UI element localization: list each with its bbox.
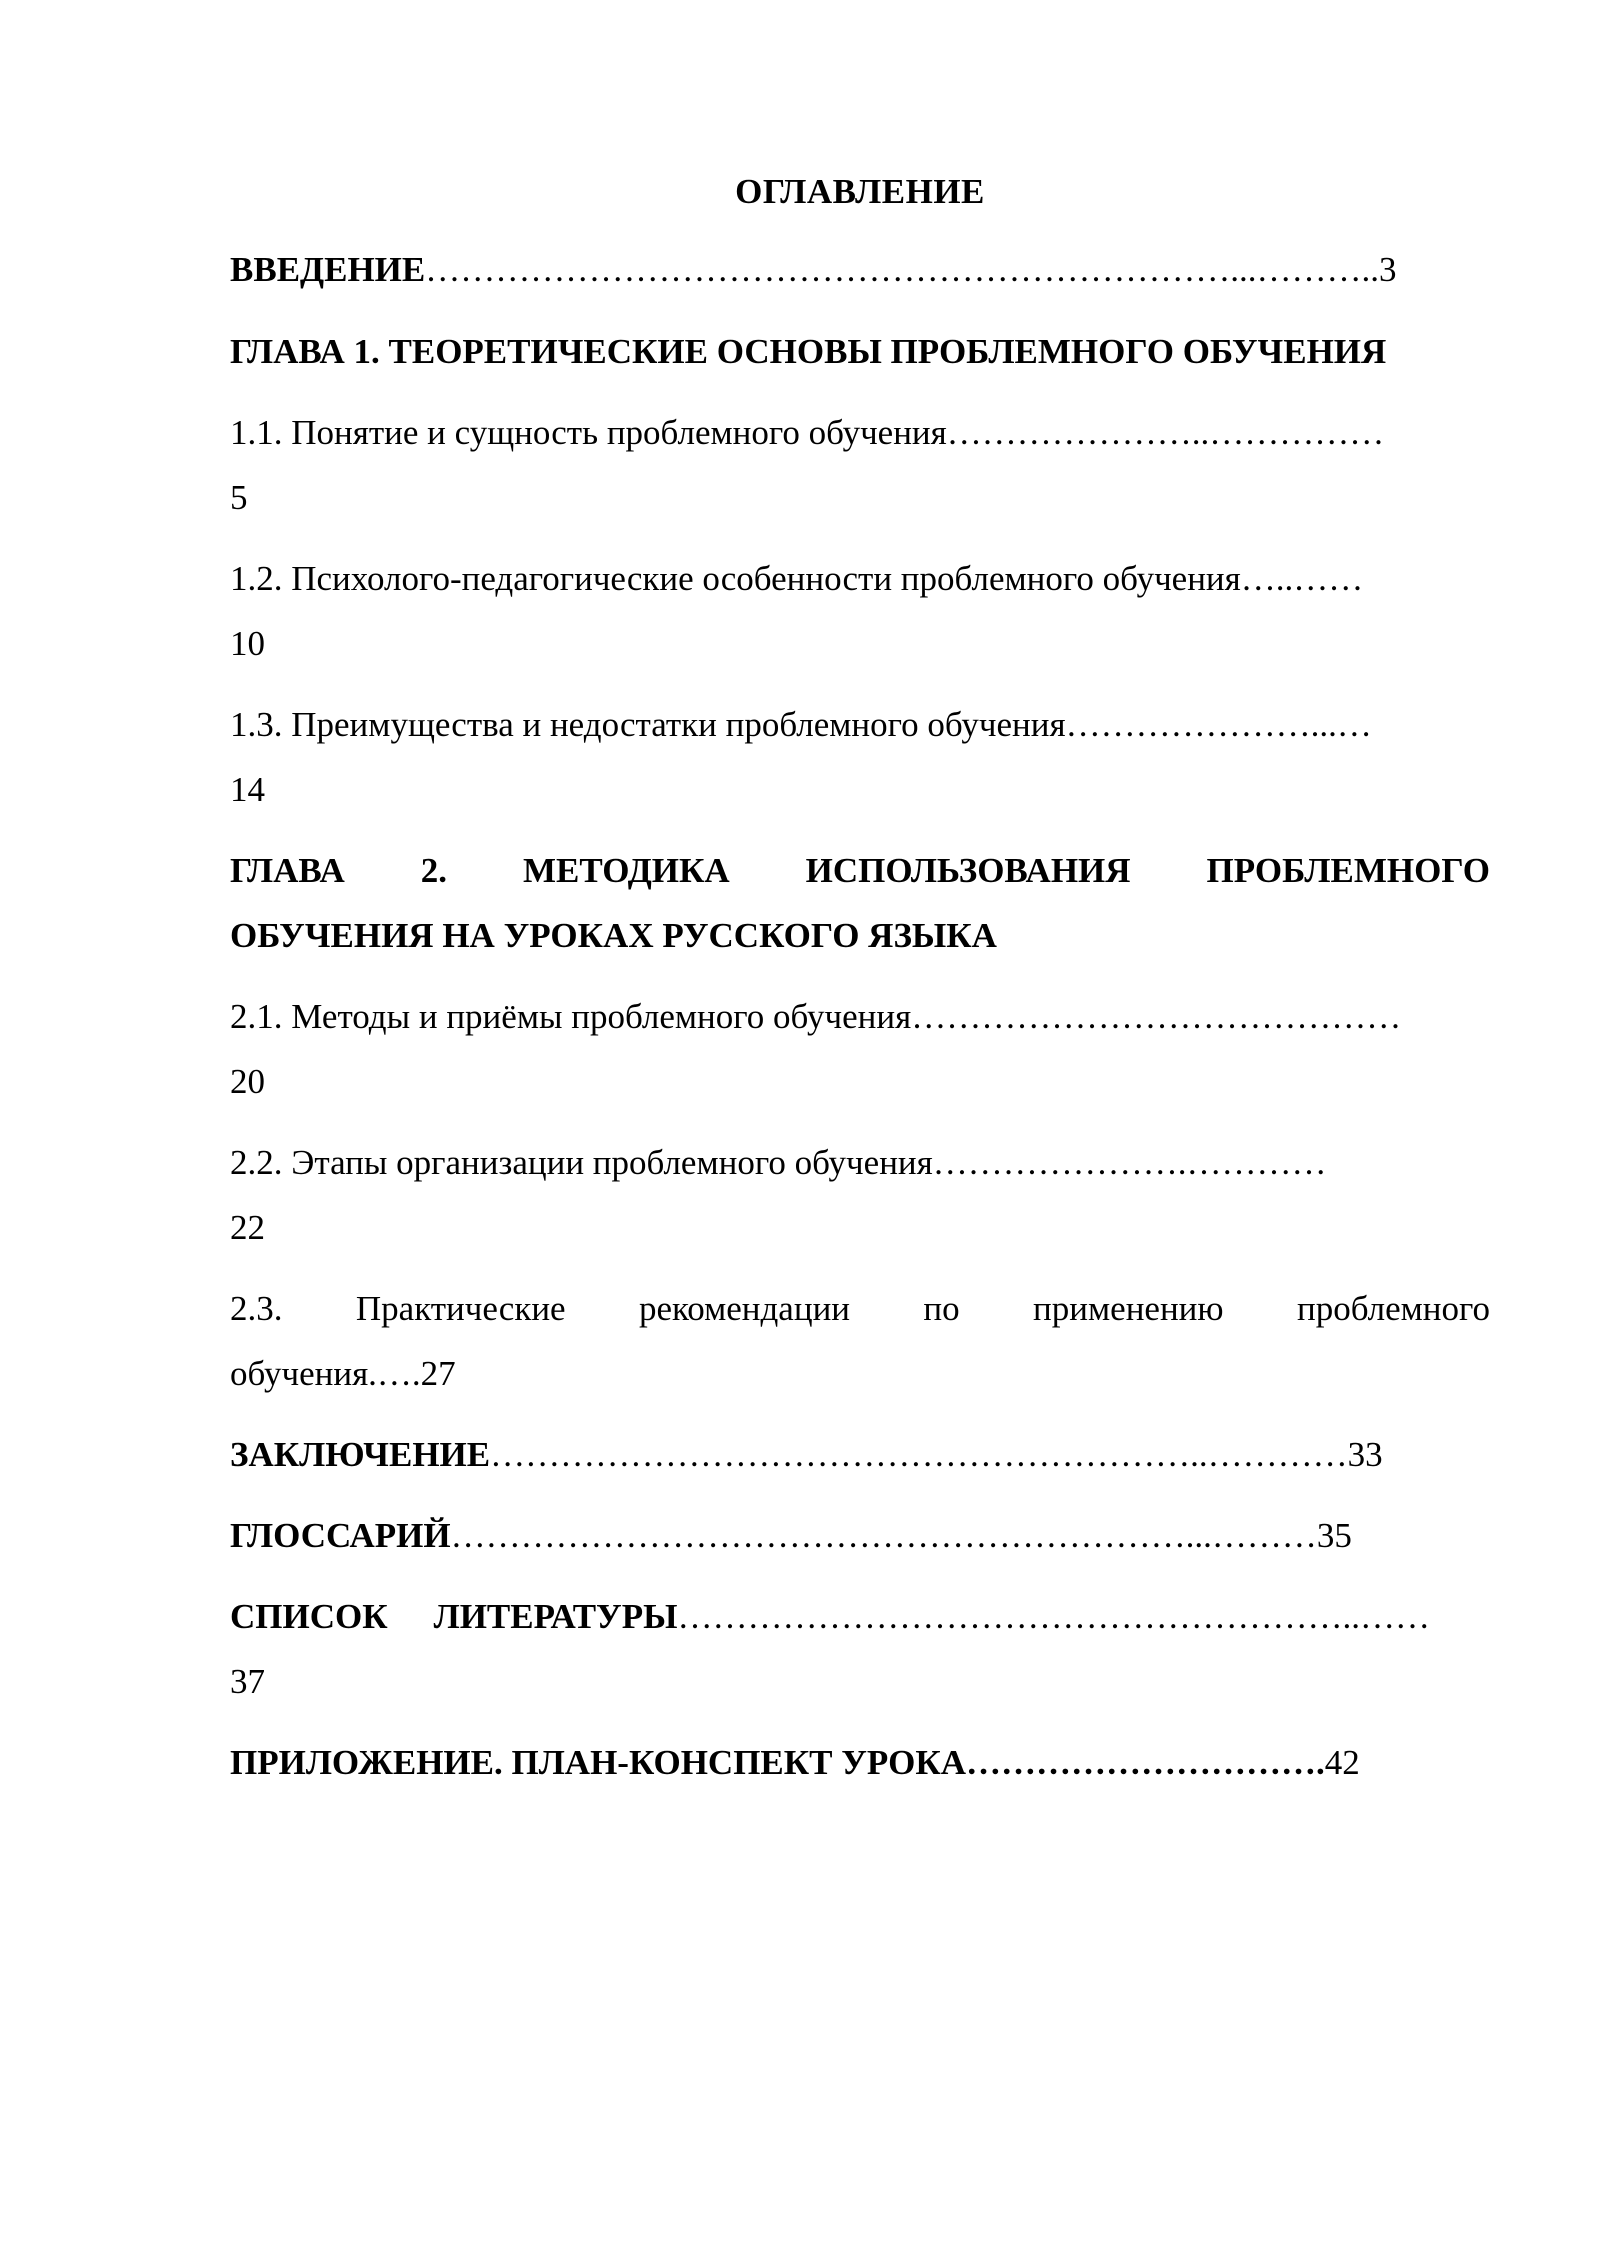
toc-page-number-2-1: 20 xyxy=(230,1062,265,1101)
toc-entry-label: ЗАКЛЮЧЕНИЕ xyxy=(230,1435,491,1474)
toc-chapter-2-title-line1[interactable] xyxy=(230,838,1490,903)
toc-entry-references[interactable] xyxy=(230,1584,1490,1649)
toc-dots: ……………………………………………………………...……….. xyxy=(425,250,1380,289)
toc-entry-word: применению xyxy=(1033,1289,1224,1328)
toc-chapter-2-word: МЕТОДИКА xyxy=(522,851,730,890)
toc-entry-label: обучения. xyxy=(230,1354,377,1393)
toc-page-number-1-2: 10 xyxy=(230,624,265,663)
toc-page-number: 27 xyxy=(420,1354,456,1393)
toc-page-number-references: 37 xyxy=(230,1662,265,1701)
toc-entry-label: 1.2. Психолого-педагогические особенности проблемного обучения xyxy=(230,559,1241,598)
toc-chapter-2-word: ГЛАВА xyxy=(230,851,345,890)
toc-entry-intro[interactable] xyxy=(230,237,1490,302)
toc-entry-word: 2.3. xyxy=(230,1289,283,1328)
toc-dots: …..…… xyxy=(1240,559,1364,598)
toc-page-number-1-1: 5 xyxy=(230,478,248,517)
toc-entry-conclusion[interactable] xyxy=(230,1422,1490,1487)
toc-page-number: 35 xyxy=(1316,1516,1352,1555)
toc-entry-label: ПРИЛОЖЕНИЕ. ПЛАН-КОНСПЕКТ УРОКА xyxy=(230,1743,966,1782)
toc-chapter-1-title[interactable]: ГЛАВА 1. ТЕОРЕТИЧЕСКИЕ ОСНОВЫ ПРОБЛЕМНОГО ОБУЧЕНИЯ xyxy=(230,332,1387,371)
toc-dots: …………………………. xyxy=(965,1743,1325,1782)
toc-entry-label: 1.1. Понятие и сущность проблемного обучения xyxy=(230,413,947,452)
document-page xyxy=(230,0,1490,2262)
toc-dots: …. xyxy=(376,1354,421,1393)
toc-chapter-2-title-line2[interactable]: ОБУЧЕНИЯ НА УРОКАХ РУССКОГО ЯЗЫКА xyxy=(230,916,997,955)
toc-dots: ……………………………………………………..………… xyxy=(490,1435,1348,1474)
toc-page-number-1-3: 14 xyxy=(230,770,265,809)
toc-entry-label: ВВЕДЕНИЕ xyxy=(230,250,426,289)
toc-entry-2-3[interactable] xyxy=(230,1276,1490,1341)
toc-page-number: 3 xyxy=(1379,250,1397,289)
toc-title: ОГЛАВЛЕНИЕ xyxy=(735,172,985,211)
toc-entry-glossary[interactable] xyxy=(230,1503,1490,1568)
toc-dots: …………………...… xyxy=(1065,705,1372,744)
toc-page-number-2-2: 22 xyxy=(230,1208,265,1247)
toc-chapter-2-word: ПРОБЛЕМНОГО xyxy=(1206,851,1490,890)
toc-entry-2-1[interactable] xyxy=(230,984,1490,1049)
toc-page-number: 42 xyxy=(1324,1743,1360,1782)
toc-dots: …………………………………… xyxy=(911,997,1402,1036)
toc-entry-1-1[interactable] xyxy=(230,400,1490,465)
toc-entry-appendix[interactable] xyxy=(230,1730,1490,1795)
toc-entry-word: проблемного xyxy=(1296,1289,1490,1328)
toc-entry-label-word: ЛИТЕРАТУРЫ xyxy=(433,1597,678,1636)
toc-dots: …………………..…………… xyxy=(946,413,1385,452)
toc-chapter-2-word: ИСПОЛЬЗОВАНИЯ xyxy=(805,851,1131,890)
toc-entry-word: рекомендации xyxy=(638,1289,851,1328)
toc-entry-label-word: СПИСОК xyxy=(230,1597,388,1636)
toc-entry-label: 1.3. Преимущества и недостатки проблемного обучения xyxy=(230,705,1066,744)
toc-chapter-2-word: 2. xyxy=(420,851,447,890)
toc-entry-word: по xyxy=(923,1289,960,1328)
toc-entry-2-2[interactable] xyxy=(230,1130,1490,1195)
toc-entry-label: ГЛОССАРИЙ xyxy=(230,1516,451,1555)
toc-entry-1-2[interactable] xyxy=(230,546,1490,611)
toc-dots: …………………………………………………..…… xyxy=(677,1597,1430,1636)
toc-dots: ………………….………… xyxy=(932,1143,1327,1182)
toc-page-number: 33 xyxy=(1347,1435,1383,1474)
toc-dots: ………………………………………………………...……… xyxy=(450,1516,1317,1555)
toc-entry-2-3-line2[interactable] xyxy=(230,1341,1490,1406)
toc-entry-1-3[interactable] xyxy=(230,692,1490,757)
toc-entry-label: 2.2. Этапы организации проблемного обучения xyxy=(230,1143,933,1182)
toc-entry-label: 2.1. Методы и приёмы проблемного обучения xyxy=(230,997,912,1036)
toc-entry-word: Практические xyxy=(355,1289,566,1328)
